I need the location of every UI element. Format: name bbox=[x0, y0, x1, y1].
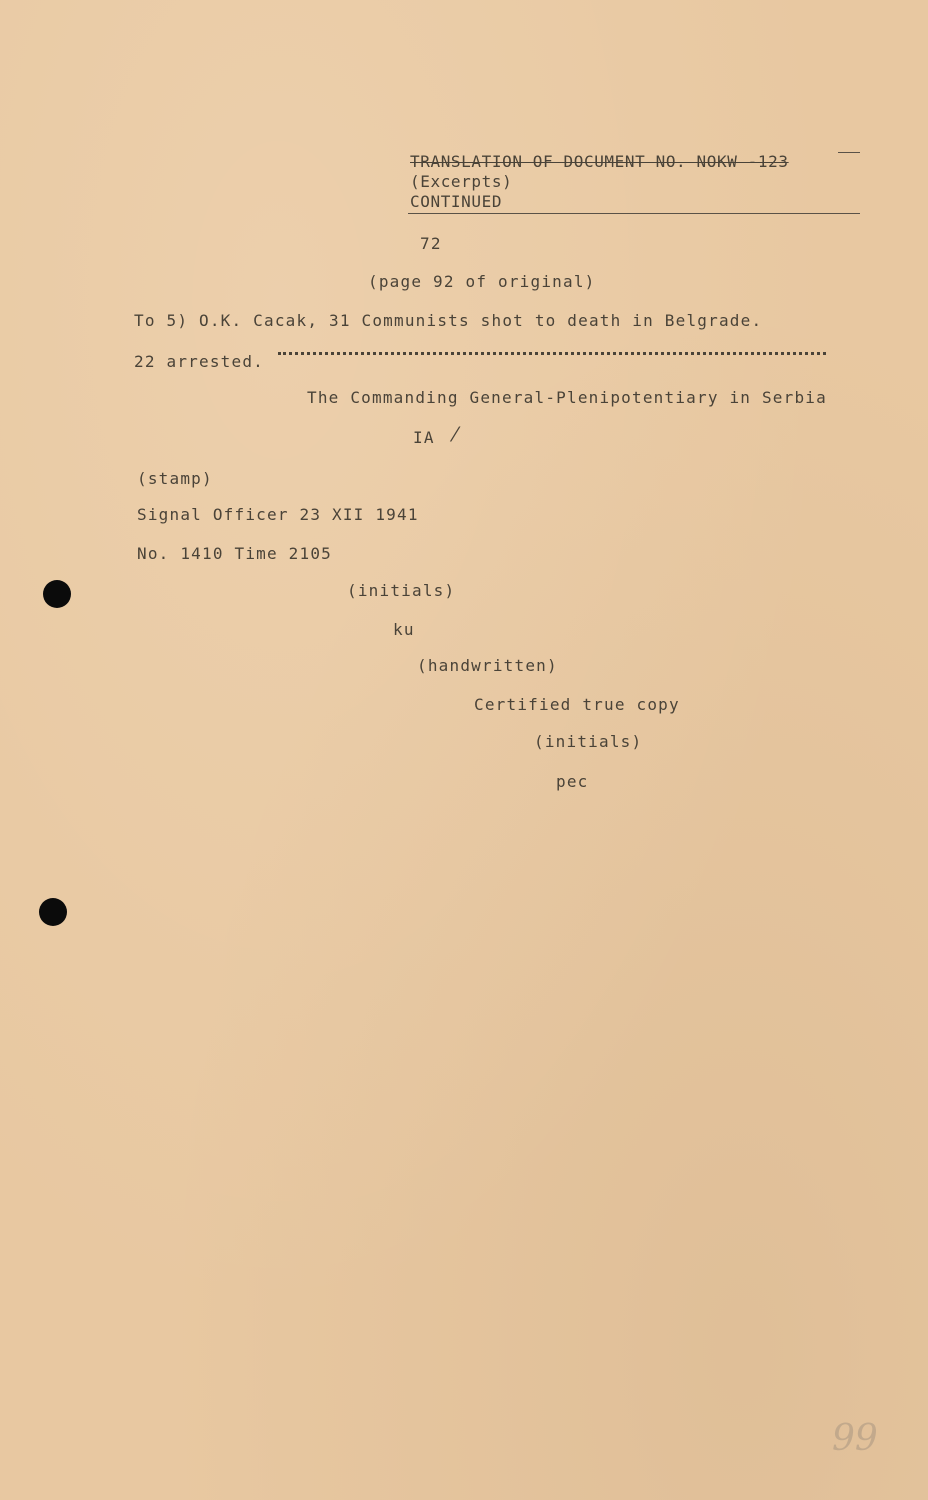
commander-line: The Commanding General-Plenipotentiary in Serbia bbox=[307, 388, 827, 407]
punch-hole-upper bbox=[43, 580, 71, 608]
punch-hole-lower bbox=[39, 898, 67, 926]
stamp-label: (stamp) bbox=[137, 469, 213, 488]
signal-officer-line: Signal Officer 23 XII 1941 bbox=[137, 505, 419, 524]
certified-copy-line: Certified true copy bbox=[474, 695, 680, 714]
dotted-leader bbox=[278, 352, 826, 361]
document-status: CONTINUED bbox=[410, 192, 503, 211]
initials-value-1: ku bbox=[393, 620, 415, 639]
page-number: 72 bbox=[420, 234, 442, 253]
header-underline bbox=[408, 213, 860, 214]
ia-mark bbox=[413, 422, 459, 448]
message-line-to: To 5) O.K. Cacak, 31 Communists shot to death in Belgrade. bbox=[134, 311, 763, 330]
document-subtitle: (Excerpts) bbox=[410, 172, 513, 191]
handwritten-label: (handwritten) bbox=[417, 656, 558, 675]
initials-value-2: pec bbox=[556, 772, 589, 791]
ia-label: IA bbox=[413, 428, 435, 447]
document-header bbox=[410, 152, 860, 212]
margin-page-mark: 99 bbox=[832, 1418, 878, 1459]
original-page-reference: (page 92 of original) bbox=[368, 272, 596, 291]
number-time-line: No. 1410 Time 2105 bbox=[137, 544, 332, 563]
initials-label-2: (initials) bbox=[534, 732, 643, 751]
header-rule-tail bbox=[838, 152, 860, 153]
initials-label-1: (initials) bbox=[347, 581, 456, 600]
ia-signature: ⁄ bbox=[453, 422, 459, 446]
message-line-arrested: 22 arrested. bbox=[134, 352, 264, 371]
document-title: TRANSLATION OF DOCUMENT NO. NOKW -123 bbox=[410, 152, 789, 171]
